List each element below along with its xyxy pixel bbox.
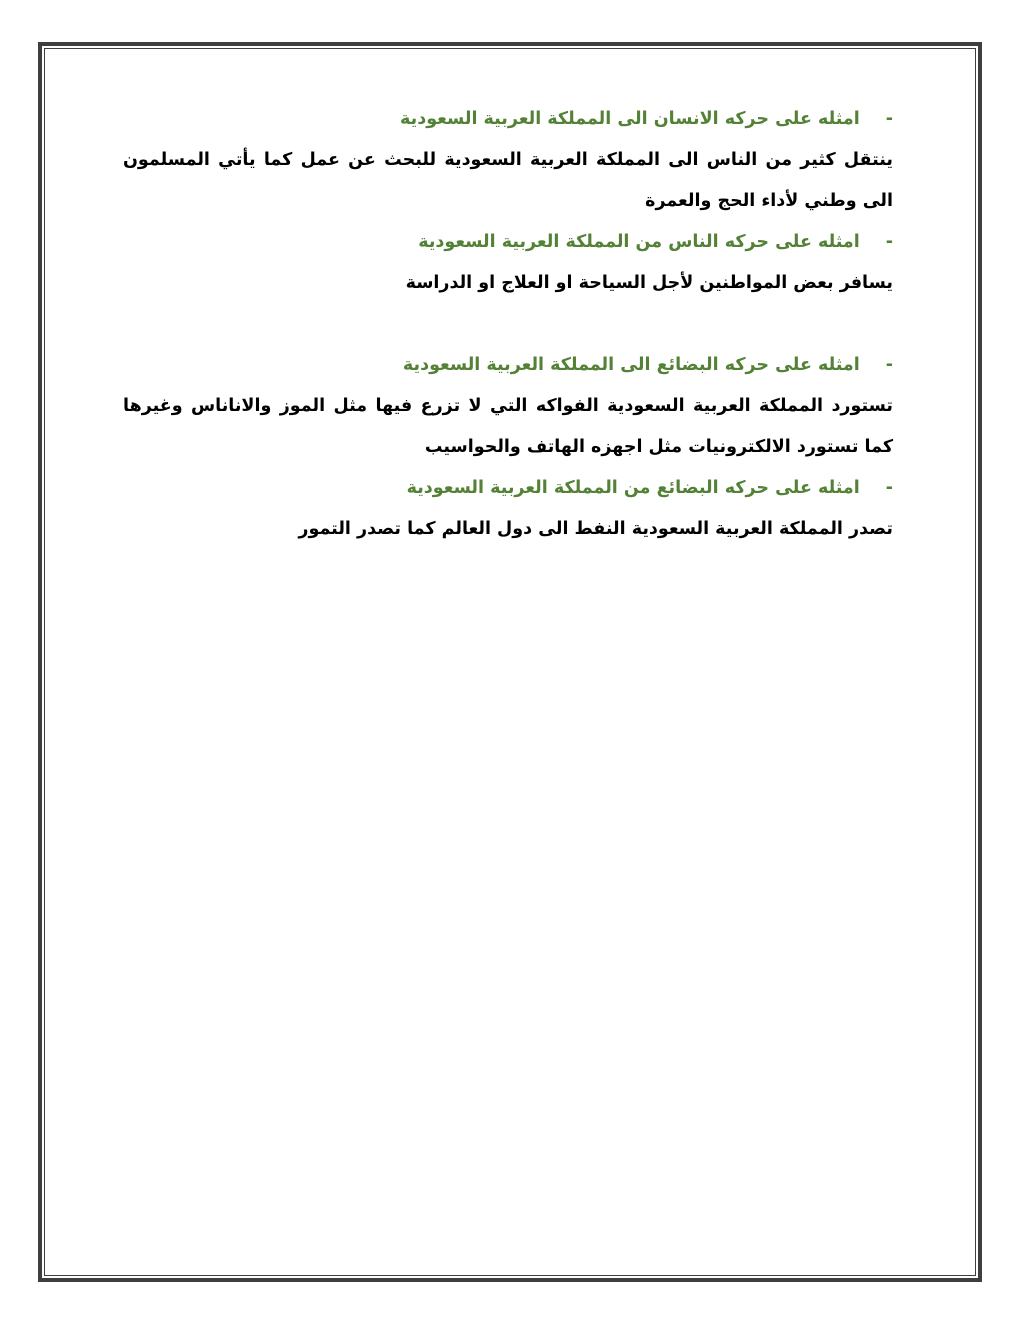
- section-goods-movement-from: [123, 468, 893, 550]
- list-dash-marker: -: [885, 232, 893, 252]
- page-border: [38, 42, 982, 1282]
- section-heading: [123, 222, 893, 263]
- section-heading-text: امثله على حركه البضائع الى المملكة العربية السعودية: [402, 355, 860, 375]
- section-heading: [123, 99, 893, 140]
- section-body: يسافر بعض المواطنين لأجل السياحة او العلاج او الدراسة: [405, 273, 893, 293]
- section-heading: [123, 468, 893, 509]
- document-content: [45, 49, 975, 550]
- section-human-movement-to: [123, 99, 893, 222]
- list-dash-marker: -: [885, 355, 893, 375]
- blank-line: [123, 304, 893, 345]
- section-body: تصدر المملكة العربية السعودية النفط الى دول العالم كما تصدر التمور: [298, 519, 893, 539]
- section-body: تستورد المملكة العربية السعودية الفواكه التي لا تزرع فيها مثل الموز والاناناس وغيرها كما تستورد الالكترونيات مثل اجهزه الهاتف والحواسيب: [123, 396, 893, 457]
- list-dash-marker: -: [885, 109, 893, 129]
- section-heading-text: امثله على حركه الناس من المملكة العربية السعودية: [418, 232, 860, 252]
- section-heading: [123, 345, 893, 386]
- page-border-inner: [44, 48, 976, 1276]
- section-people-movement-from: [123, 222, 893, 304]
- section-heading-text: امثله على حركه البضائع من المملكة العربية السعودية: [406, 478, 860, 498]
- list-dash-marker: -: [885, 478, 893, 498]
- section-body: ينتقل كثير من الناس الى المملكة العربية السعودية للبحث عن عمل كما يأتي المسلمون الى وطني لأداء الحج والعمرة: [123, 150, 893, 211]
- section-goods-movement-to: [123, 345, 893, 468]
- section-heading-text: امثله على حركه الانسان الى المملكة العربية السعودية: [400, 109, 860, 129]
